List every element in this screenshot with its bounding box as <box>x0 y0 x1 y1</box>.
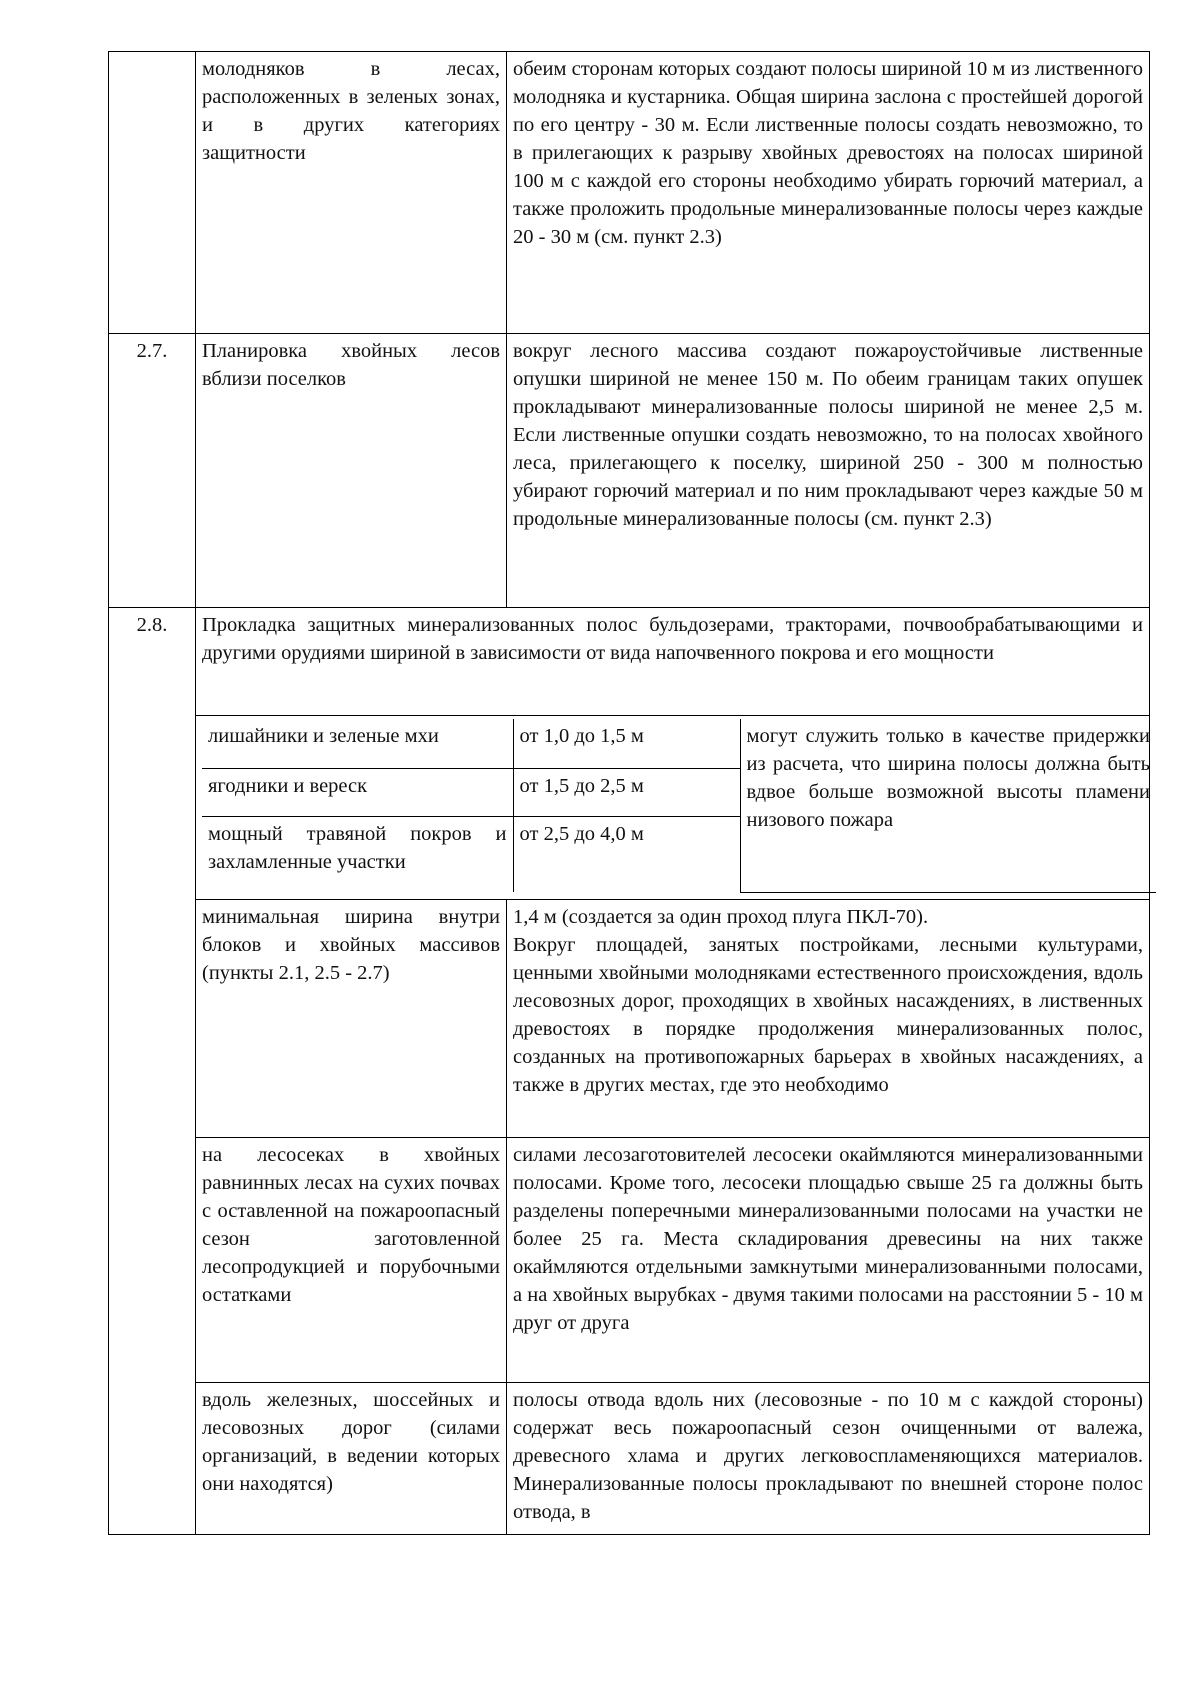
row-text-body: Вокруг площадей, занятых постройками, лесными культурами, ценными хвойными молодняками естественного происхождения, вдоль лесовозных дорог, проходящих в хвойных насаждениях, в лиственных древостоях в порядке продолжения минерализованных полос, созданных на противопожарных барьерах в хвойных насаждениях, а также в других местах, где это необходимо <box>513 933 1143 1096</box>
cover-type: мощный травяной покров и захламленные участки <box>202 816 513 892</box>
row-title: вдоль железных, шоссейных и лесовозных дорог (силами организаций, в ведении которых они находятся) <box>196 1382 507 1534</box>
strip-width: от 1,0 до 1,5 м <box>513 719 740 768</box>
table-row <box>109 1382 1150 1534</box>
row-title: минимальная ширина внутри блоков и хвойных массивов (пункты 2.1, 2.5 - 2.7) <box>196 899 507 1137</box>
row-text: вокруг лесного массива создают пожароустойчивые лиственные опушки шириной не менее 150 м. По обеим границам таких опушек прокладывают минерализованные полосы шириной не менее 2,5 м. Если лиственные опушки создать невозможно, то на полосах хвойного леса, прилегающего к поселку, шириной 250 - 300 м полностью убирают горючий материал и по ним прокладывают через каждые 50 м продольные минерализованные полосы (см. пункт 2.3) <box>507 334 1150 608</box>
cover-subtable <box>202 719 1156 893</box>
table-row <box>109 608 1150 716</box>
row-number: 2.8. <box>109 608 196 1535</box>
table-row <box>109 899 1150 1137</box>
cover-type: ягодники и вереск <box>202 768 513 816</box>
table-row <box>109 716 1150 900</box>
document-page <box>108 51 1148 1535</box>
row-title: молодняков в лесах, расположенных в зеленых зонах, и в других категориях защитности <box>196 52 507 334</box>
row-title: на лесосеках в хвойных равнинных лесах на сухих почвах с оставленной на пожароопасный сезон заготовленной лесопродукцией и порубочными остатками <box>196 1137 507 1382</box>
row-text: обеим сторонам которых создают полосы шириной 10 м из лиственного молодняка и кустарника. Общая ширина заслона с простейшей дорогой по его центру - 30 м. Если лиственные полосы создать невозможно, то в прилегающих к разрыву хвойных древостоях на полосах шириной 100 м с каждой его стороны необходимо убирать горючий материал, а также проложить продольные минерализованные полосы через каждые 20 - 30 м (см. пункт 2.3) <box>507 52 1150 334</box>
row-text <box>507 899 1150 1137</box>
row-number: 2.7. <box>109 334 196 608</box>
row-title: Планировка хвойных лесов вблизи поселков <box>196 334 507 608</box>
row-header: Прокладка защитных минерализованных полос бульдозерами, тракторами, почвообрабатывающими и другими орудиями шириной в зависимости от вида напочвенного покрова и его мощности <box>196 608 1150 716</box>
strip-width: от 2,5 до 4,0 м <box>513 816 740 892</box>
table-row <box>109 52 1150 334</box>
regulations-table <box>108 51 1150 1535</box>
strip-width: от 1,5 до 2,5 м <box>513 768 740 816</box>
table-row <box>109 1137 1150 1382</box>
cover-type: лишайники и зеленые мхи <box>202 719 513 768</box>
cover-note: могут служить только в качестве придержки из расчета, что ширина полосы должна быть вдвое больше возможной высоты пламени низового пожара <box>740 719 1156 892</box>
subtable-row <box>202 719 1156 768</box>
table-row <box>109 334 1150 608</box>
cover-subtable-cell <box>196 716 1150 900</box>
row-number <box>109 52 196 334</box>
row-text-first-line: 1,4 м (создается за один проход плуга ПКЛ-70). <box>513 905 929 928</box>
row-text: полосы отвода вдоль них (лесовозные - по 10 м с каждой стороны) содержат весь пожароопасный сезон очищенными от валежа, древесного хлама и других легковоспламеняющихся материалов. Минерализованные полосы прокладывают по внешней стороне полос отвода, в <box>507 1382 1150 1534</box>
row-text: силами лесозаготовителей лесосеки окаймляются минерализованными полосами. Кроме того, лесосеки площадью свыше 25 га должны быть разделены поперечными минерализованными полосами на участки не более 25 га. Места складирования древесины на них также окаймляются отдельными замкнутыми минерализованными полосами, а на хвойных вырубках - двумя такими полосами на расстоянии 5 - 10 м друг от друга <box>507 1137 1150 1382</box>
